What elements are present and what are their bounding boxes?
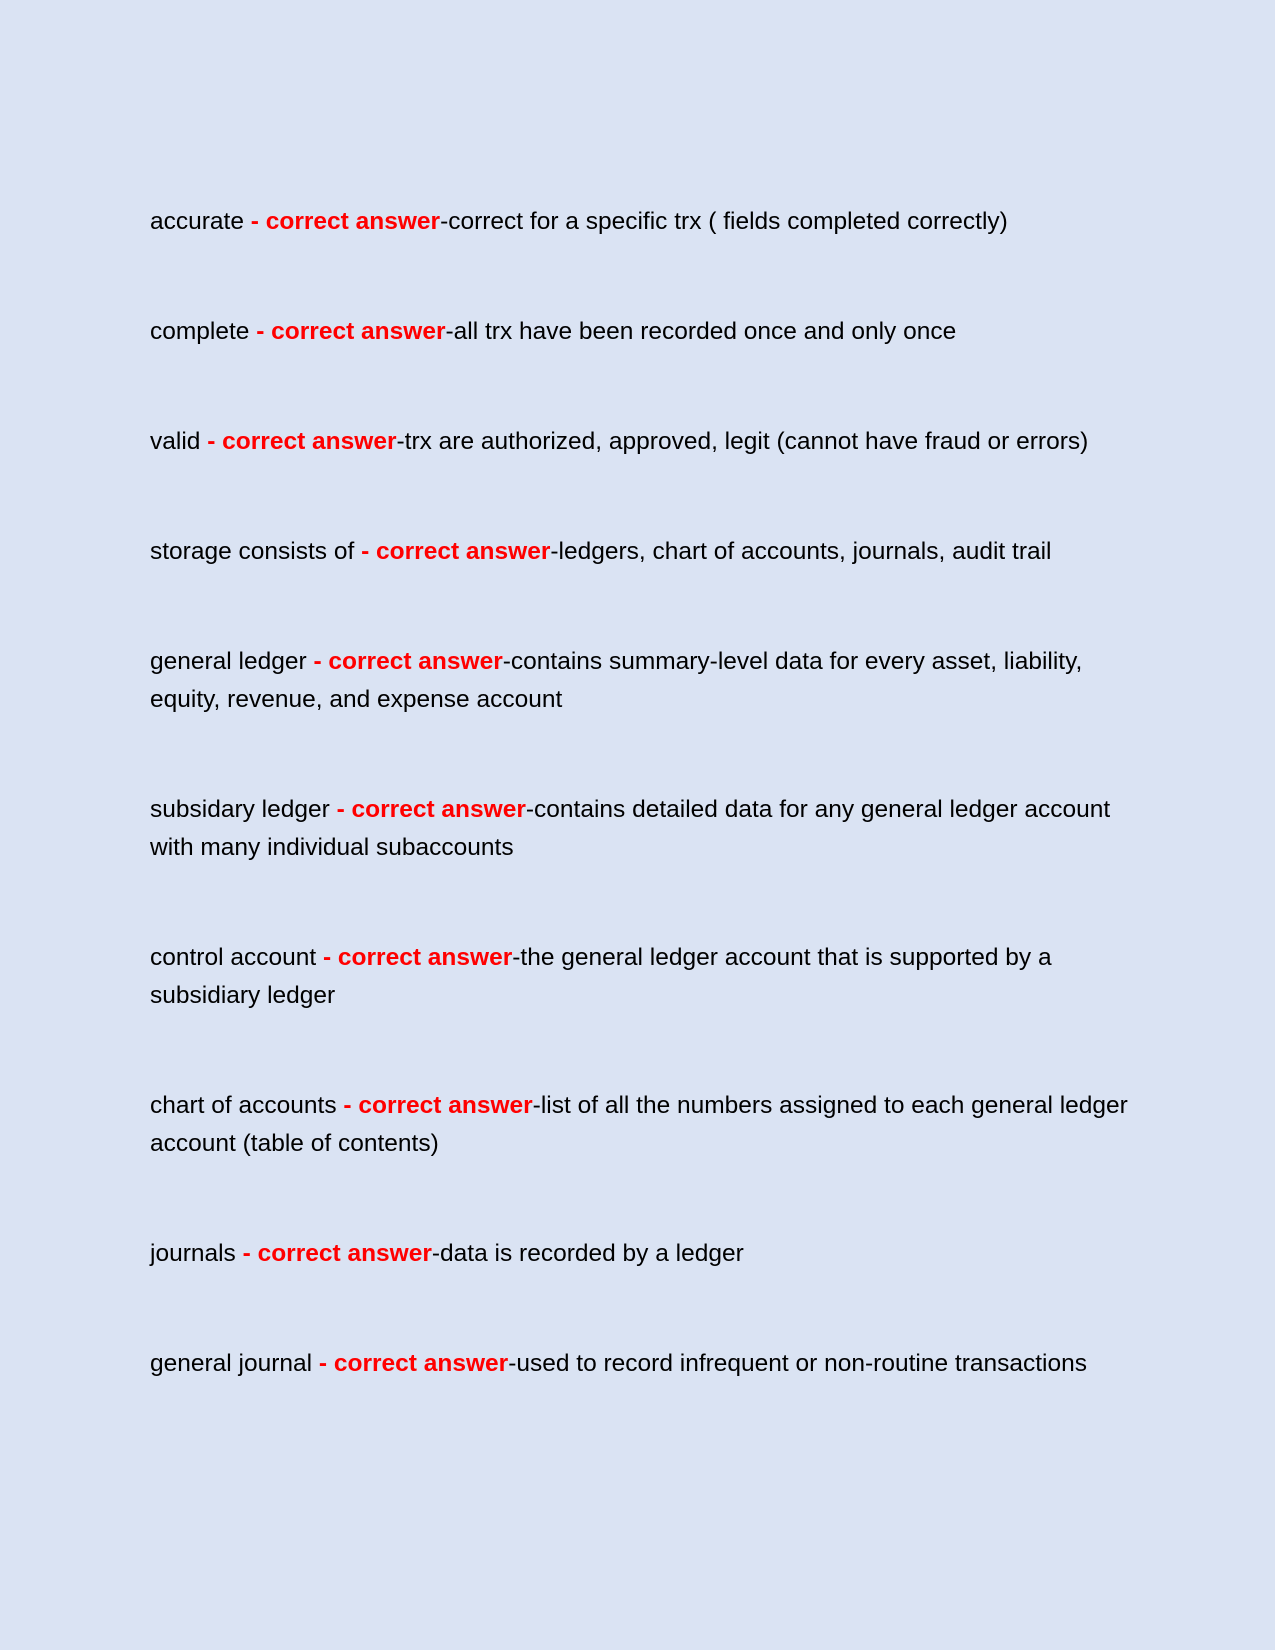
correct-answer-marker: - correct answer — [322, 944, 513, 971]
entry-term: journals — [150, 1240, 243, 1267]
entry-term: general journal — [150, 1350, 319, 1377]
correct-answer-marker: - correct answer — [313, 648, 503, 675]
entry-definition: -correct for a specific trx ( fields completed correctly) — [440, 208, 1008, 235]
correct-answer-marker: - correct answer — [242, 1240, 432, 1267]
entry-term: general ledger — [150, 648, 314, 675]
correct-answer-marker: - correct answer — [207, 428, 397, 455]
correct-answer-marker: - correct answer — [343, 1092, 533, 1119]
entry-definition: -the general ledger account that is supported by a subsidiary ledger — [150, 944, 1052, 1009]
entry-definition: -trx are authorized, approved, legit (cannot have fraud or errors) — [396, 428, 1089, 455]
entry-definition: -contains detailed data for any general ledger account with many individual subaccounts — [150, 796, 1111, 861]
entry-term: storage consists of — [150, 538, 362, 565]
flashcard-entry — [150, 203, 1135, 241]
entry-definition: -data is recorded by a ledger — [431, 1240, 744, 1267]
entry-term: valid — [150, 428, 208, 455]
entry-term: control account — [150, 944, 323, 971]
flashcard-entry — [150, 1087, 1135, 1163]
flashcard-entry — [150, 791, 1135, 867]
correct-answer-marker: - correct answer — [256, 318, 446, 345]
correct-answer-marker: - correct answer — [318, 1350, 509, 1377]
entry-definition: -used to record infrequent or non-routine transactions — [508, 1350, 1087, 1377]
flashcard-entry — [150, 313, 1135, 351]
flashcard-list — [150, 203, 1135, 1383]
flashcard-entry — [150, 423, 1135, 461]
flashcard-entry — [150, 1235, 1135, 1273]
correct-answer-marker: - correct answer — [336, 796, 526, 823]
correct-answer-marker: - correct answer — [250, 208, 441, 235]
entry-term: subsidary ledger — [150, 796, 337, 823]
flashcard-entry — [150, 1345, 1135, 1383]
flashcard-entry — [150, 533, 1135, 571]
entry-term: chart of accounts — [150, 1092, 344, 1119]
entry-term: complete — [150, 318, 257, 345]
entry-definition: -contains summary-level data for every asset, liability, equity, revenue, and expense account — [150, 648, 1083, 713]
entry-definition: -ledgers, chart of accounts, journals, audit trail — [550, 538, 1052, 565]
flashcard-entry — [150, 643, 1135, 719]
entry-definition: -all trx have been recorded once and only once — [445, 318, 957, 345]
entry-definition: -list of all the numbers assigned to each general ledger account (table of contents) — [150, 1092, 1128, 1157]
flashcard-entry — [150, 939, 1135, 1015]
entry-term: accurate — [150, 208, 251, 235]
correct-answer-marker: - correct answer — [361, 538, 551, 565]
